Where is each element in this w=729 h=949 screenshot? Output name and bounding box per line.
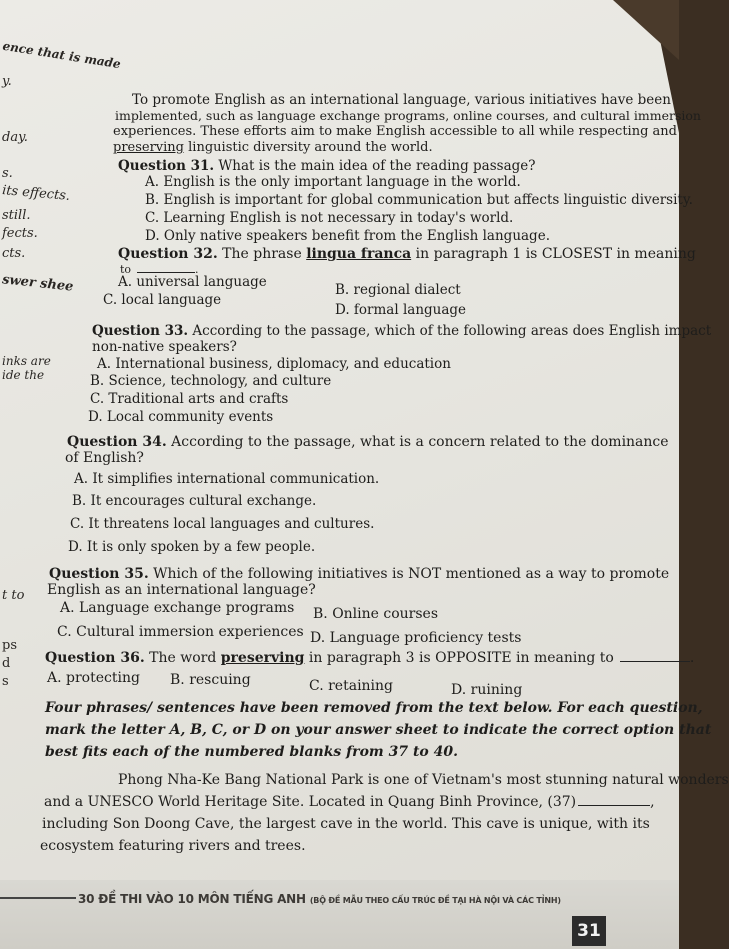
q31-option-c[interactable]: C. Learning English is not necessary in today's world. [145,210,514,226]
footer-title [78,892,561,906]
q35-option-d[interactable]: D. Language proficiency tests [310,630,522,646]
q35-option-a[interactable]: A. Language exchange programs [60,600,295,616]
q33-option-a[interactable]: A. International business, diplomacy, and education [97,356,451,372]
question-label: Question 35. [49,566,149,582]
passage2-line [44,794,655,810]
question-33-stem-line2: non-native speakers? [92,339,237,355]
passage2-text: and a UNESCO World Heritage Site. Located in Quang Binh Province, (37) [44,794,577,810]
fragment-text: swer shee [1,272,75,295]
q31-option-b[interactable]: B. English is important for global communication but affects linguistic diversity. [145,192,693,208]
passage-line: To promote English as an international language, various initiatives have been [132,92,671,108]
q32-option-d[interactable]: D. formal language [335,302,467,318]
q36-option-b[interactable]: B. rescuing [170,672,251,688]
fragment-text: cts. [2,246,26,261]
question-36-stem [45,650,694,666]
passage2-line: including Son Doong Cave, the largest cave in the world. This cave is unique, with its [42,816,650,832]
answer-blank [137,272,195,273]
passage-line [113,140,433,156]
fragment-text: y. [2,74,12,89]
question-32-stem [118,246,696,262]
fragment-text: s. [2,166,13,181]
page-number: 31 [572,916,606,946]
footer-title-text: 30 ĐỀ THI VÀO 10 MÔN TIẾNG ANH [78,892,306,906]
fragment-text: s [2,674,9,689]
q34-option-a[interactable]: A. It simplifies international communication. [74,471,380,487]
question-text: The phrase [217,246,307,262]
question-text: in paragraph 3 is OPPOSITE in meaning to [304,650,614,666]
question-text: What is the main idea of the reading passage? [214,158,536,174]
fragment-text: inks are [2,354,51,368]
fragment-text: d [2,656,11,671]
q33-option-b[interactable]: B. Science, technology, and culture [90,373,332,389]
fragment-text: fects. [2,226,38,241]
instruction-line: best fits each of the numbered blanks from 37 to 40. [45,744,458,760]
instruction-line: mark the letter A, B, C, or D on your answer sheet to indicate the correct option that [45,722,712,738]
question-label: Question 33. [92,323,189,339]
fragment-text: still. [2,208,31,223]
answer-blank [620,661,690,662]
q32-option-c[interactable]: C. local language [103,292,222,308]
q34-option-c[interactable]: C. It threatens local languages and cultures. [70,516,375,532]
underlined-phrase: lingua franca [306,246,412,262]
passage-line: experiences. These efforts aim to make English accessible to all while respecting and [113,124,677,139]
passage2-line: Phong Nha-Ke Bang National Park is one of Vietnam's most stunning natural wonders [118,772,729,788]
question-text: According to the passage, which of the following areas does English impact [188,323,712,339]
question-text: in paragraph 1 is CLOSEST in meaning [411,246,696,262]
q33-option-d[interactable]: D. Local community events [88,409,274,425]
question-label: Question 32. [118,246,218,262]
fragment-text: ps [2,638,17,653]
question-label: Question 31. [118,158,215,174]
passage-line: implemented, such as language exchange programs, online courses, and cultural immersion [115,108,701,123]
question-33-stem [92,323,711,339]
question-text: Which of the following initiatives is NOT mentioned as a way to promote [148,566,670,582]
q31-option-d[interactable]: D. Only native speakers benefit from the English language. [145,228,550,244]
answer-blank-37[interactable] [578,805,650,806]
fragment-text: ence that is made [1,38,122,72]
question-35-stem-line2: English as an international language? [47,582,316,598]
footer-subtitle: (BỘ ĐỀ MẪU THEO CẤU TRÚC ĐỀ TẠI HÀ NỘI VÀ CÁC TỈNH) [309,896,561,905]
fragment-text: day. [2,130,28,145]
q34-option-d[interactable]: D. It is only spoken by a few people. [68,539,316,555]
q34-option-b[interactable]: B. It encourages cultural exchange. [72,493,317,509]
question-34-stem-line2: of English? [65,450,144,466]
fragment-text: ide the [2,368,45,382]
q35-option-b[interactable]: B. Online courses [313,606,439,622]
q36-option-d[interactable]: D. ruining [451,682,523,698]
q33-option-c[interactable]: C. Traditional arts and crafts [90,391,289,407]
question-32-stem-line2: to . [120,263,199,276]
question-34-stem [67,434,669,450]
fragment-text: t to [2,588,25,603]
question-31-stem [118,158,536,174]
q35-option-c[interactable]: C. Cultural immersion experiences [57,624,304,640]
question-text: According to the passage, what is a concern related to the dominance [166,434,669,450]
question-text: The word [144,650,221,666]
question-label: Question 34. [67,434,167,450]
fragment-text: its effects. [1,183,71,204]
underlined-word: preserving [113,140,185,155]
q31-option-a[interactable]: A. English is the only important language in the world. [145,174,521,190]
passage2-line: ecosystem featuring rivers and trees. [40,838,306,854]
q36-option-a[interactable]: A. protecting [47,670,140,686]
question-text: to [120,263,132,276]
instruction-line: Four phrases/ sentences have been removed from the text below. For each question, [45,700,703,716]
underlined-word: preserving [220,650,305,666]
footer-divider [0,897,76,899]
question-35-stem [49,566,669,582]
q32-option-b[interactable]: B. regional dialect [335,282,461,298]
q32-option-a[interactable]: A. universal language [118,274,267,290]
question-text: . [689,650,695,666]
passage-text: linguistic diversity around the world. [184,140,433,155]
passage2-text: , [650,794,655,810]
q36-option-c[interactable]: C. retaining [309,678,394,694]
question-label: Question 36. [45,650,145,666]
